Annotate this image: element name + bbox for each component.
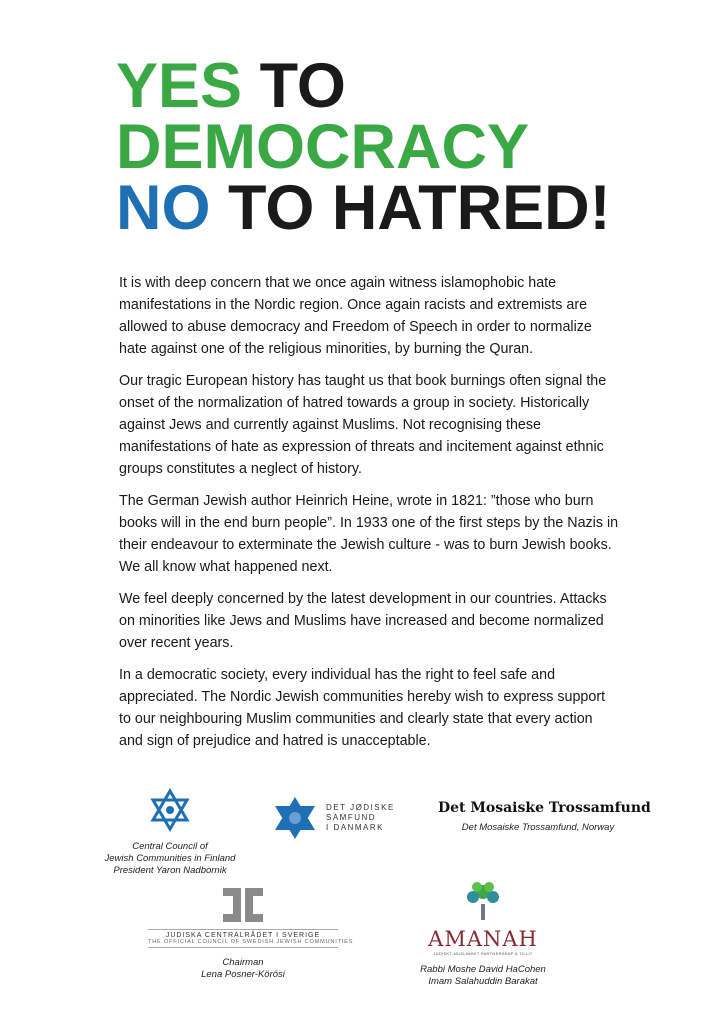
- star-of-david-icon: [148, 788, 192, 832]
- finland-caption-2: Jewish Communities in Finland: [104, 853, 236, 864]
- paragraph: It is with deep concern that we once again witness islamophobic hate manifestations in the Nordic region. Once again racists and extremists are allowed to abuse democracy and Freedom of Speech in order to normalize hate against one of the religious minorities, by burning the Quran.: [119, 275, 592, 357]
- paragraph: Our tragic European history has taught us that book burnings often signal the onset of the normalization of hatred towards a group in society. Historically against Jews and currently against Muslims. Not recognising these manifestations of hate as expression of threats and incitement against ethnic groups constitutes a neglect of history.: [119, 373, 607, 477]
- finland-caption-1: Central Council of: [132, 841, 208, 852]
- denmark-line-1: DET JØDISKE: [326, 803, 395, 812]
- paragraph: We feel deeply concerned by the latest development in our countries. Attacks on minorities like Jews and Muslims have increased and become normalized over recent years.: [119, 591, 607, 651]
- paragraph: In a democratic society, every individual has the right to feel safe and appreciated. The Nordic Jewish communities hereby wish to express support to our neighbouring Muslim communities and clearly state that every action and sign of prejudice and hatred is unacceptable.: [119, 667, 606, 749]
- norway-title: Det Mosaiske Trossamfund: [438, 800, 651, 816]
- norway-logo: [438, 800, 651, 834]
- sweden-logo: [148, 888, 354, 981]
- sweden-caption-2: Lena Posner-Körösi: [201, 969, 285, 980]
- headline-no: NO: [116, 173, 211, 243]
- sweden-subtitle: THE OFFICIAL COUNCIL OF SWEDISH JEWISH COMMUNITIES: [148, 939, 354, 945]
- amanah-caption-2: Imam Salahuddin Barakat: [428, 976, 538, 987]
- tree-icon: [463, 880, 503, 922]
- finland-caption-3: President Yaron Nadbornik: [113, 865, 227, 876]
- headline-democracy: DEMOCRACY: [116, 112, 530, 182]
- headline-to-hatred: TO HATRED!: [228, 173, 611, 243]
- amanah-logo: [408, 880, 558, 988]
- headline-line-1: [116, 51, 611, 121]
- headline-yes: YES: [116, 51, 243, 121]
- sweden-caption-1: Chairman: [222, 957, 264, 968]
- denmark-line-2: SAMFUND: [326, 813, 377, 822]
- amanah-subtitle: JUDISKT-MUSLIMSKT PARTNERSKAP & TILLIT: [433, 951, 533, 956]
- finland-logo: [100, 788, 240, 877]
- norway-caption: Det Mosaiske Trossamfund, Norway: [461, 822, 615, 833]
- paragraph: The German Jewish author Heinrich Heine, wrote in 1821: ”those who burn books will in the end burn people”. In 1933 one of the first steps by the Nazis in their endeavour to exterminate the Jewish culture - was to burn Jewish books. We all know what happened next.: [119, 493, 619, 575]
- amanah-caption-1: Rabbi Moshe David HaCohen: [420, 964, 546, 975]
- headline-to: TO: [259, 51, 346, 121]
- jc-monogram-icon: [222, 888, 264, 922]
- sweden-name: JUDISKA CENTRALRÅDET I SVERIGE: [165, 932, 321, 939]
- headline: [116, 51, 611, 243]
- denmark-logo: [272, 795, 422, 841]
- statement-body: [119, 272, 619, 762]
- amanah-word: AMANAH: [428, 927, 538, 951]
- headline-line-3: [116, 173, 611, 243]
- denmark-line-3: I DANMARK: [326, 823, 384, 832]
- star-of-david-icon: [272, 795, 318, 841]
